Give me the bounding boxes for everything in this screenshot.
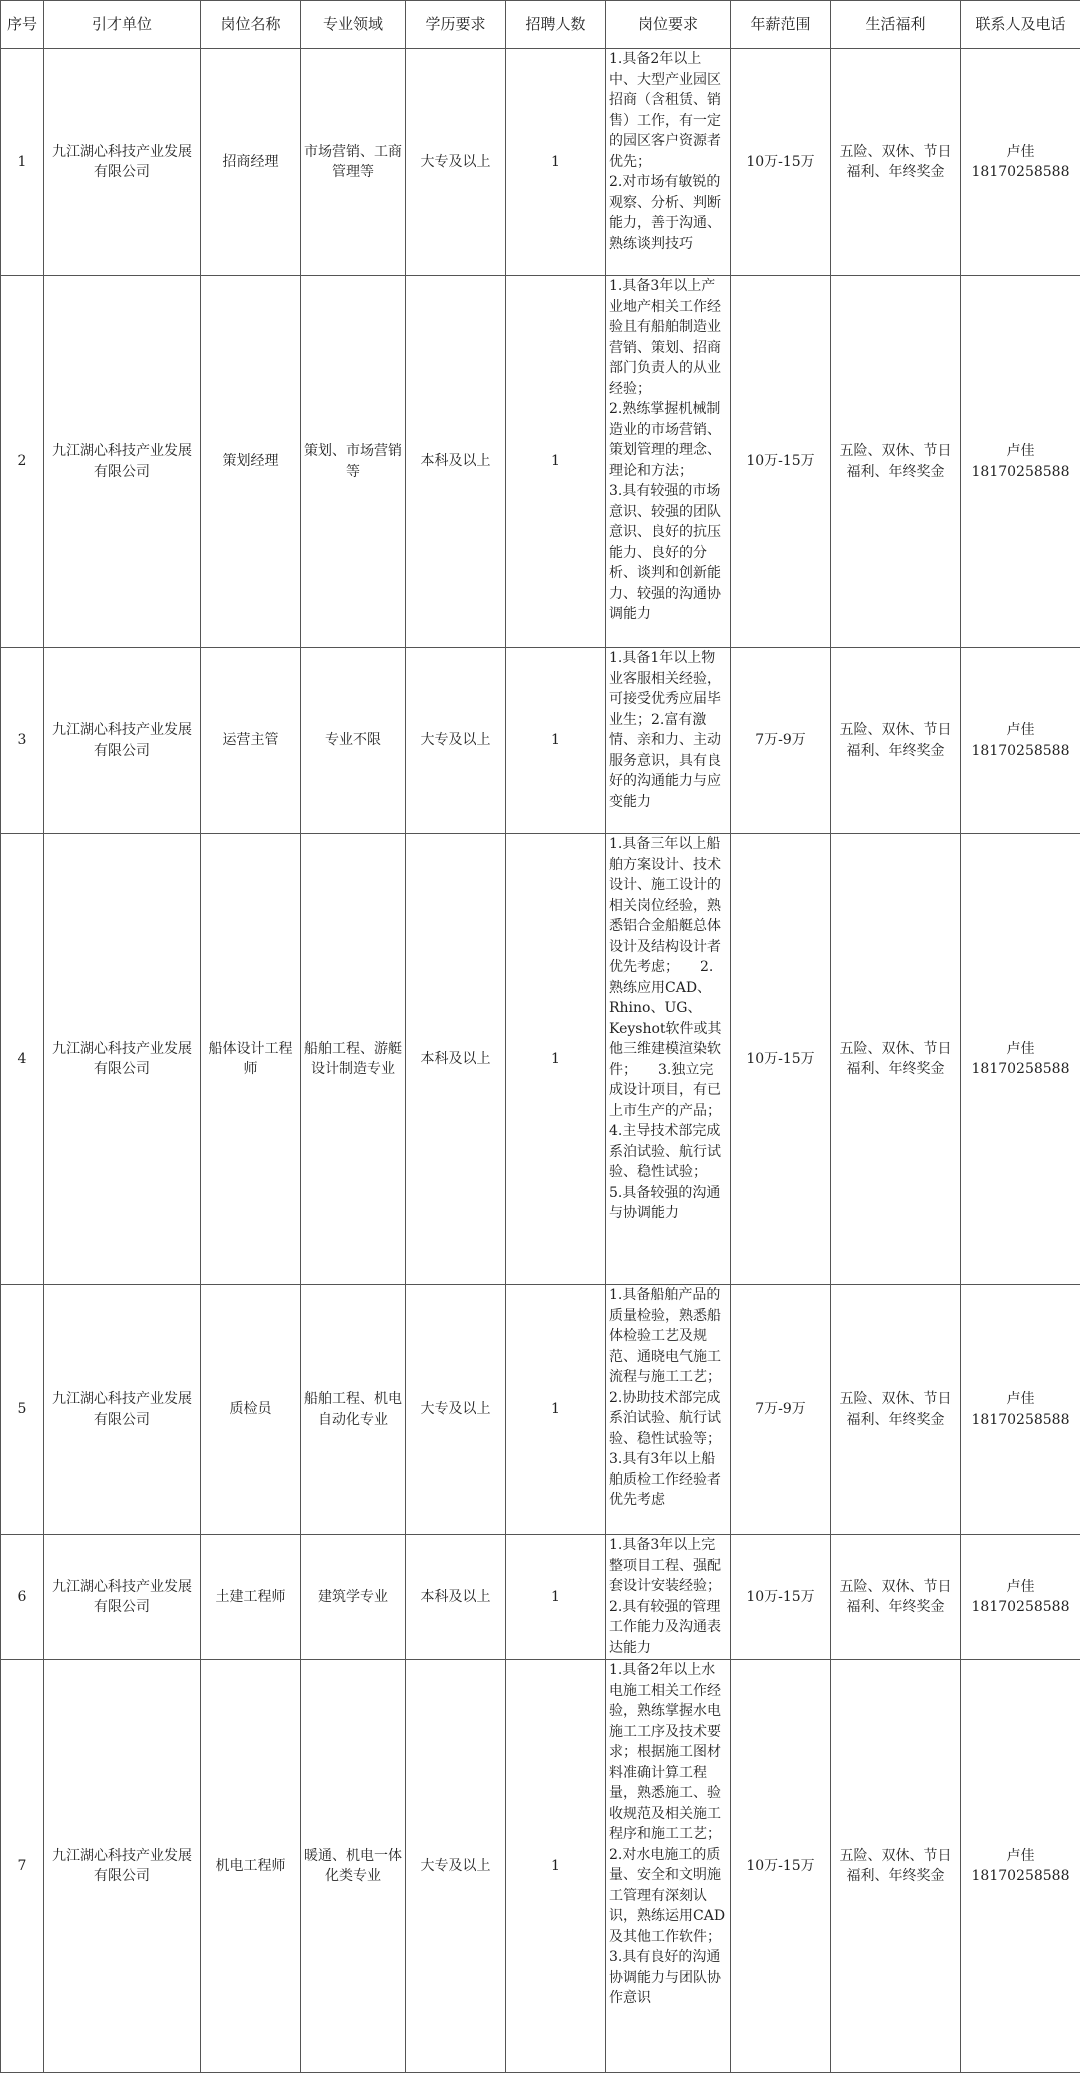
cell-requirements: 1.具备3年以上完整项目工程、强配套设计安装经验；2.具有较强的管理工作能力及沟通表达能力: [606, 1535, 731, 1660]
cell-unit: 九江湖心科技产业发展有限公司: [44, 49, 201, 276]
table-row: [1, 49, 1080, 276]
cell-position: 运营主管: [201, 648, 301, 834]
header-cell-count: 招聘人数: [506, 1, 606, 49]
cell-education: 本科及以上: [406, 1535, 506, 1660]
cell-welfare: 五险、双休、节日福利、年终奖金: [831, 1535, 961, 1660]
cell-count: 1: [506, 49, 606, 276]
header-cell-contact: 联系人及电话: [961, 1, 1080, 49]
cell-position: 策划经理: [201, 276, 301, 648]
cell-no: 2: [1, 276, 44, 648]
cell-unit: 九江湖心科技产业发展有限公司: [44, 1285, 201, 1535]
cell-requirements: 1.具备船舶产品的质量检验，熟悉船体检验工艺及规范、通晓电气施工流程与施工工艺；2.协助技术部完成系泊试验、航行试验、稳性试验等； 3.具有3年以上船舶质检工作经验者优先考虑: [606, 1285, 731, 1535]
table-row: [1, 834, 1080, 1285]
cell-salary: 7万-9万: [731, 1285, 831, 1535]
cell-no: 4: [1, 834, 44, 1285]
cell-salary: 7万-9万: [731, 648, 831, 834]
cell-education: 大专及以上: [406, 1285, 506, 1535]
cell-salary: 10万-15万: [731, 1535, 831, 1660]
table-row: [1, 1535, 1080, 1660]
header-cell-education: 学历要求: [406, 1, 506, 49]
cell-welfare: 五险、双休、节日福利、年终奖金: [831, 276, 961, 648]
header-cell-position: 岗位名称: [201, 1, 301, 49]
cell-position: 土建工程师: [201, 1535, 301, 1660]
cell-contact: 卢佳 18170258588: [961, 276, 1080, 648]
cell-unit: 九江湖心科技产业发展有限公司: [44, 1660, 201, 2073]
cell-requirements: 1.具备1年以上物业客服相关经验，可接受优秀应届毕业生；2.富有激情、亲和力、主动服务意识，具有良好的沟通能力与应变能力: [606, 648, 731, 834]
cell-count: 1: [506, 648, 606, 834]
header-cell-no: 序号: [1, 1, 44, 49]
cell-education: 大专及以上: [406, 1660, 506, 2073]
cell-requirements: 1.具备2年以上中、大型产业园区招商（含租赁、销售）工作，有一定的园区客户资源者优先； 2.对市场有敏锐的观察、分析、判断能力，善于沟通、熟练谈判技巧: [606, 49, 731, 276]
cell-major: 专业不限: [301, 648, 406, 834]
cell-major: 建筑学专业: [301, 1535, 406, 1660]
cell-salary: 10万-15万: [731, 1660, 831, 2073]
cell-welfare: 五险、双休、节日福利、年终奖金: [831, 648, 961, 834]
cell-education: 大专及以上: [406, 648, 506, 834]
cell-salary: 10万-15万: [731, 276, 831, 648]
cell-unit: 九江湖心科技产业发展有限公司: [44, 648, 201, 834]
cell-no: 1: [1, 49, 44, 276]
cell-contact: 卢佳 18170258588: [961, 1285, 1080, 1535]
cell-count: 1: [506, 1285, 606, 1535]
cell-welfare: 五险、双休、节日福利、年终奖金: [831, 1285, 961, 1535]
cell-position: 机电工程师: [201, 1660, 301, 2073]
cell-welfare: 五险、双休、节日福利、年终奖金: [831, 49, 961, 276]
cell-count: 1: [506, 1660, 606, 2073]
header-cell-welfare: 生活福利: [831, 1, 961, 49]
cell-major: 船舶工程、游艇设计制造专业: [301, 834, 406, 1285]
header-row: [1, 1, 1080, 49]
cell-contact: 卢佳 18170258588: [961, 49, 1080, 276]
cell-salary: 10万-15万: [731, 834, 831, 1285]
table-row: [1, 1285, 1080, 1535]
cell-salary: 10万-15万: [731, 49, 831, 276]
cell-position: 质检员: [201, 1285, 301, 1535]
cell-major: 船舶工程、机电自动化专业: [301, 1285, 406, 1535]
cell-education: 本科及以上: [406, 276, 506, 648]
cell-requirements: 1.具备2年以上水电施工相关工作经验，熟练掌握水电施工工序及技术要求；根据施工图材料准确计算工程量，熟悉施工、验收规范及相关施工程序和施工工艺； 2.对水电施工的质量、安全和文明施工管理有深刻认识，熟练运用CAD及其他工作软件；3.具有良好的沟通协调能力与团队协作意识: [606, 1660, 731, 2073]
cell-no: 5: [1, 1285, 44, 1535]
cell-no: 3: [1, 648, 44, 834]
cell-welfare: 五险、双休、节日福利、年终奖金: [831, 834, 961, 1285]
cell-education: 本科及以上: [406, 834, 506, 1285]
cell-position: 招商经理: [201, 49, 301, 276]
cell-count: 1: [506, 834, 606, 1285]
cell-count: 1: [506, 276, 606, 648]
cell-unit: 九江湖心科技产业发展有限公司: [44, 1535, 201, 1660]
cell-no: 7: [1, 1660, 44, 2073]
cell-welfare: 五险、双休、节日福利、年终奖金: [831, 1660, 961, 2073]
cell-unit: 九江湖心科技产业发展有限公司: [44, 834, 201, 1285]
cell-requirements: 1.具备三年以上船舶方案设计、技术设计、施工设计的相关岗位经验，熟悉铝合金船艇总体设计及结构设计者优先考虑； 2.熟练应用CAD、Rhino、UG、Keyshot软件或其他三维建模渲染软件； 3.独立完成设计项目，有已上市生产的产品； 4.主导技术部完成系泊试验、航行试验、稳性试验； 5.具备较强的沟通与协调能力: [606, 834, 731, 1285]
header-cell-requirements: 岗位要求: [606, 1, 731, 49]
table-row: [1, 276, 1080, 648]
table-row: [1, 1660, 1080, 2073]
cell-education: 大专及以上: [406, 49, 506, 276]
header-cell-salary: 年薪范围: [731, 1, 831, 49]
cell-contact: 卢佳 18170258588: [961, 1660, 1080, 2073]
cell-major: 策划、市场营销等: [301, 276, 406, 648]
header-cell-major: 专业领域: [301, 1, 406, 49]
cell-major: 暖通、机电一体化类专业: [301, 1660, 406, 2073]
cell-count: 1: [506, 1535, 606, 1660]
header-cell-unit: 引才单位: [44, 1, 201, 49]
cell-no: 6: [1, 1535, 44, 1660]
cell-major: 市场营销、工商管理等: [301, 49, 406, 276]
cell-contact: 卢佳 18170258588: [961, 834, 1080, 1285]
cell-requirements: 1.具备3年以上产业地产相关工作经验且有船舶制造业营销、策划、招商部门负责人的从业经验； 2.熟练掌握机械制造业的市场营销、策划管理的理念、理论和方法； 3.具有较强的市场意识、较强的团队意识、良好的抗压能力、良好的分析、谈判和创新能力、较强的沟通协调能力: [606, 276, 731, 648]
cell-unit: 九江湖心科技产业发展有限公司: [44, 276, 201, 648]
cell-contact: 卢佳 18170258588: [961, 648, 1080, 834]
cell-contact: 卢佳 18170258588: [961, 1535, 1080, 1660]
table-row: [1, 648, 1080, 834]
cell-position: 船体设计工程师: [201, 834, 301, 1285]
